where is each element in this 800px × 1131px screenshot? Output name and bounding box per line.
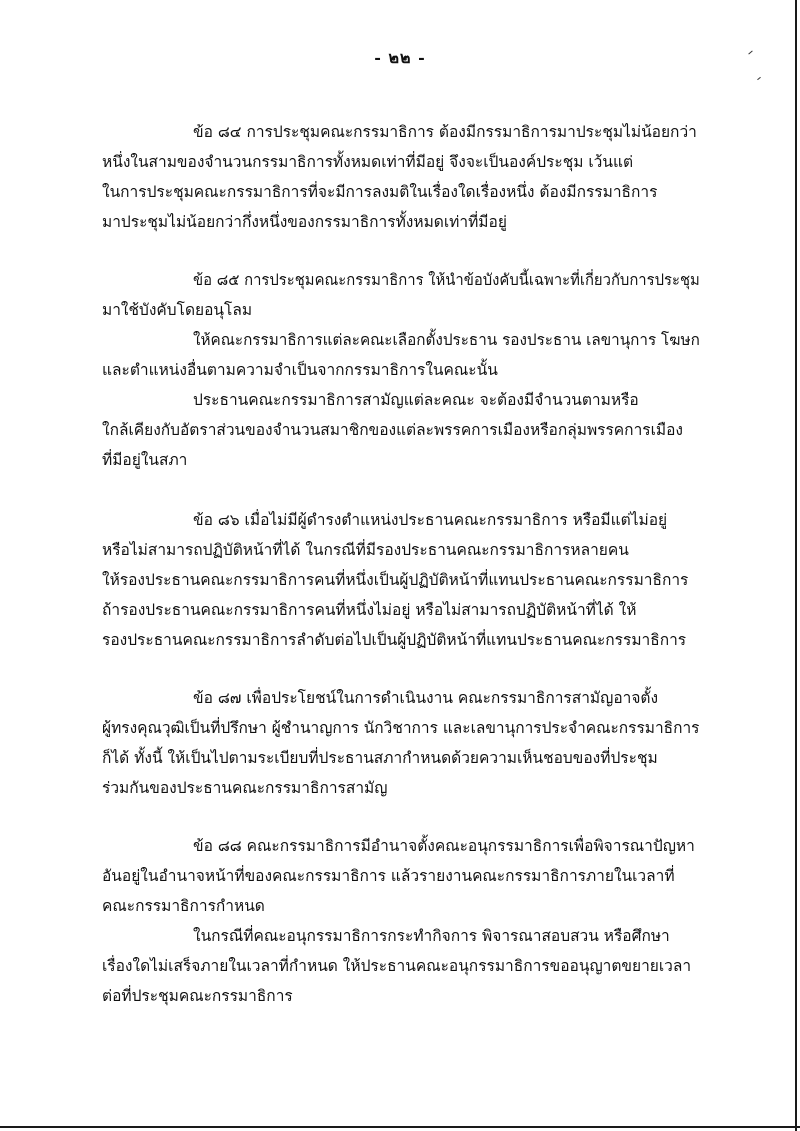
section-85-line-5: ประธานคณะกรรมาธิการสามัญแต่ละคณะ จะต้องมีจำนวนตามหรือ — [193, 391, 639, 409]
scan-edge-bottom — [0, 1126, 800, 1128]
scan-mark — [757, 77, 761, 80]
section-87-line-2: ผู้ทรงคุณวุฒิเป็นที่ปรึกษา ผู้ชำนาญการ นักวิชาการ และเลขานุการประจำคณะกรรมาธิการ — [102, 719, 700, 737]
section-86-line-2: หรือไม่สามารถปฏิบัติหน้าที่ได้ ในกรณีที่มีรองประธานคณะกรรมาธิการหลายคน — [102, 541, 629, 559]
section-88-line-2: อันอยู่ในอำนาจหน้าที่ของคณะกรรมาธิการ แล้วรายงานคณะกรรมาธิการภายในเวลาที่ — [102, 867, 675, 885]
section-87-line-1: ข้อ ๘๗ เพื่อประโยชน์ในการดำเนินงาน คณะกรรมาธิการสามัญอาจตั้ง — [193, 689, 659, 707]
section-85-line-1: ข้อ ๘๕ การประชุมคณะกรรมาธิการ ให้นำข้อบังคับนี้เฉพาะที่เกี่ยวกับการประชุม — [193, 271, 700, 289]
section-85-line-3: ให้คณะกรรมาธิการแต่ละคณะเลือกตั้งประธาน รองประธาน เลขานุการ โฆษก — [193, 331, 700, 349]
section-86-line-5: รองประธานคณะกรรมาธิการลำดับต่อไปเป็นผู้ปฏิบัติหน้าที่แทนประธานคณะกรรมาธิการ — [102, 631, 687, 649]
section-88-line-4: ในกรณีที่คณะอนุกรรมาธิการกระทำกิจการ พิจารณาสอบสวน หรือศึกษา — [193, 927, 670, 945]
section-87-line-3: ก็ได้ ทั้งนี้ ให้เป็นไปตามระเบียบที่ประธานสภากำหนดด้วยความเห็นชอบของที่ประชุม — [102, 749, 658, 767]
section-88-line-1: ข้อ ๘๘ คณะกรรมาธิการมีอำนาจตั้งคณะอนุกรรมาธิการเพื่อพิจารณาปัญหา — [193, 837, 695, 855]
section-85-line-4: และตำแหน่งอื่นตามความจำเป็นจากกรรมาธิการในคณะนั้น — [102, 361, 498, 379]
section-86-line-3: ให้รองประธานคณะกรรมาธิการคนที่หนึ่งเป็นผู้ปฏิบัติหน้าที่แทนประธานคณะกรรมาธิการ — [102, 571, 689, 589]
section-84-line-3: ในการประชุมคณะกรรมาธิการที่จะมีการลงมติในเรื่องใดเรื่องหนึ่ง ต้องมีกรรมาธิการ — [102, 183, 658, 201]
section-84-line-2: หนึ่งในสามของจำนวนกรรมาธิการทั้งหมดเท่าที่มีอยู่ จึงจะเป็นองค์ประชุม เว้นแต่ — [102, 153, 634, 171]
page-number: - ๒๒ - — [374, 48, 426, 67]
section-84-line-4: มาประชุมไม่น้อยกว่ากึ่งหนึ่งของกรรมาธิการทั้งหมดเท่าที่มีอยู่ — [102, 213, 507, 231]
section-88-line-3: คณะกรรมาธิการกำหนด — [102, 897, 265, 915]
scan-edge-right — [795, 0, 797, 1131]
section-86-line-4: ถ้ารองประธานคณะกรรมาธิการคนที่หนึ่งไม่อยู่ หรือไม่สามารถปฏิบัติหน้าที่ได้ ให้ — [102, 601, 637, 619]
section-87-line-4: ร่วมกันของประธานคณะกรรมาธิการสามัญ — [102, 779, 388, 797]
section-84-line-1: ข้อ ๘๔ การประชุมคณะกรรมาธิการ ต้องมีกรรมาธิการมาประชุมไม่น้อยกว่า — [193, 123, 697, 141]
section-86-line-1: ข้อ ๘๖ เมื่อไม่มีผู้ดำรงตำแหน่งประธานคณะกรรมาธิการ หรือมีแต่ไม่อยู่ — [193, 511, 668, 529]
section-85-line-6: ใกล้เคียงกับอัตราส่วนของจำนวนสมาชิกของแต่ละพรรคการเมืองหรือกลุ่มพรรคการเมือง — [102, 421, 683, 439]
section-85-line-7: ที่มีอยู่ในสภา — [102, 451, 188, 469]
section-85-line-2: มาใช้บังคับโดยอนุโลม — [102, 301, 253, 319]
section-88-line-5: เรื่องใดไม่เสร็จภายในเวลาที่กำหนด ให้ประธานคณะอนุกรรมาธิการขออนุญาตขยายเวลา — [102, 957, 692, 975]
section-88-line-6: ต่อที่ประชุมคณะกรรมาธิการ — [102, 987, 293, 1005]
